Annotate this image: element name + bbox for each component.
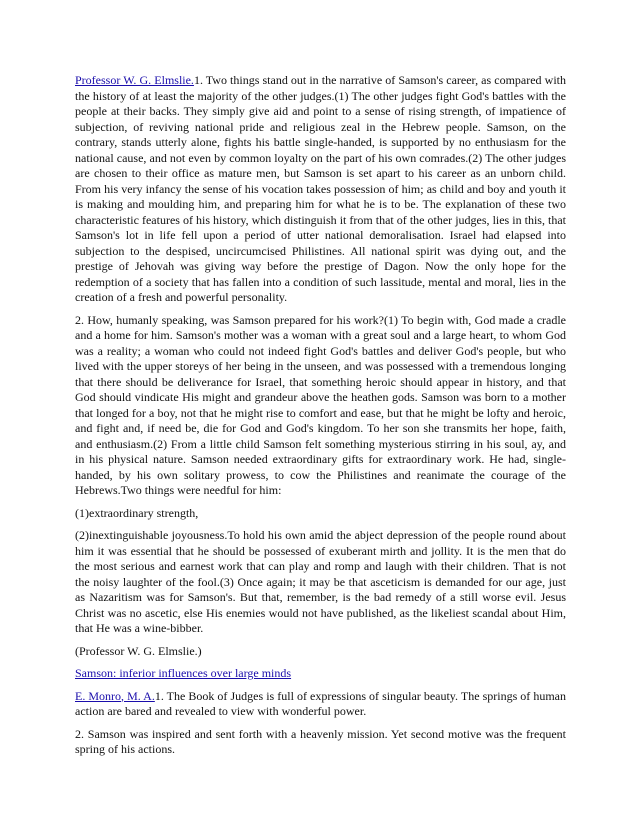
document-page	[75, 73, 566, 765]
paragraph-text: 1. The Book of Judges is full of expressions of singular beauty. The springs of human action are bared and revealed to view with wonderful power.	[75, 688, 566, 718]
paragraph-joyousness: (2)inextinguishable joyousness.To hold his own amid the abject depression of the people round about him it was essential that he should be possessed of exuberant mirth and jollity. It is the men that do the most serious and earnest work that can play and romp and laugh with their children. That is not the noisy laughter of the fool.(3) Once again; it may be that asceticism is demanded for our age, just as Nazaritism was for Samson's. But that, remember, is the bad remedy of a still worse evil. Jesus Christ was no ascetic, else His enemies would not have published, as the likeliest scandal about Him, that He was a wine-bibber.	[75, 528, 566, 635]
paragraph-samson-preparation: 2. How, humanly speaking, was Samson prepared for his work?(1) To begin with, God made a cradle and a home for him. Samson's mother was a woman with a great soul and a large heart, to whom God was a reality; a woman who could not indeed fight God's battles and deliver God's people, but who lived with the upper storeys of her being in the unseen, and was possessed with a tremendous longing that there should be deliverance for Israel, that something heroic should appear in history, and that God should vindicate His might and grandeur above the heathen gods. Samson was born to a mother that longed for a boy, not that he might rise to comfort and ease, but that he might be lofty and heroic, and fight and, if need be, die for God and God's kingdom. To her son she transmits her hope, faith, and enthusiasm.(2) From a little child Samson felt something mysterious stirring in his soul, ay, and in his physical nature. Samson needed extraordinary gifts for extraordinary work. He had, single-handed, by his own solitary prowess, to cow the Philistines and reanimate the courage of the Hebrews.Two things were needful for him:	[75, 312, 566, 497]
author-link-elmslie[interactable]: Professor W. G. Elmslie.	[75, 73, 194, 87]
paragraph-strength: (1)extraordinary strength,	[75, 505, 199, 520]
paragraph-elmslie-intro	[75, 73, 566, 306]
paragraph-section-link	[75, 666, 566, 682]
paragraph-samson-mission: 2. Samson was inspired and sent forth with a heavenly mission. Yet second motive was the frequent spring of his actions.	[75, 726, 566, 756]
paragraph-attribution: (Professor W. G. Elmslie.)	[75, 643, 202, 658]
paragraph-text: 1. Two things stand out in the narrative of Samson's career, as compared with the history of at least the majority of the other judges.(1) The other judges fight God's battles with the people at their backs. They simply give aid and point to a sense of rising strength, of impatience of subjection, of reviving national pride and religious zeal in the Hebrew people. Samson, on the contrary, stands utterly alone, fights his battle single-handed, is supported by no enthusiasm for the national cause, and not even by common loyalty on the part of his own comrades.(2) The other judges are chosen to their office as mature men, but Samson is set apart to his career as an unborn child. From his very infancy the sense of his vocation takes possession of him; as child and boy and youth it is making and moulding him, and preparing him for what he is to be. The explanation of these two characteristic features of his history, which distinguish it from that of the other judges, lies in this, that Samson's lot in life fell upon a period of utter national demoralisation. Israel had elapsed into subjection to the despised, uncircumcised Philistines. All national spirit was dying out, and the prestige of Jehovah was giving way before the prestige of Dagon. Now the only hope for the redemption of a society that has fallen into a condition of such lassitude, mental and moral, lies in the creation of a fresh and powerful personality.	[75, 73, 566, 304]
paragraph-monro-intro	[75, 689, 566, 720]
author-link-monro[interactable]: E. Monro, M. A.	[75, 688, 155, 703]
section-link-inferior-influences[interactable]: Samson: inferior influences over large minds	[75, 666, 292, 680]
